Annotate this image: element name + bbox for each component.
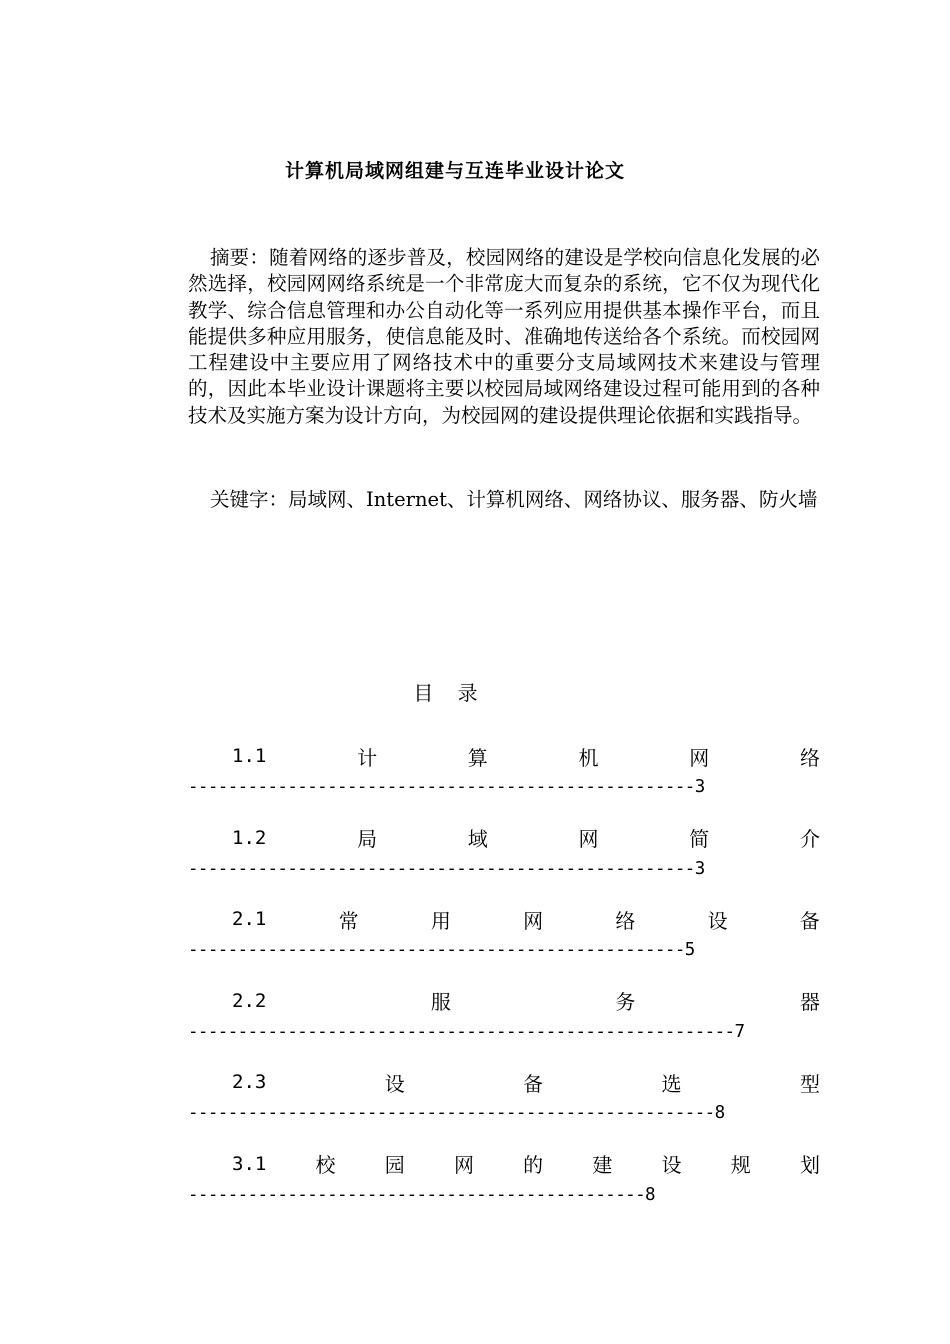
toc-entry-title-char: 划 bbox=[799, 1153, 820, 1177]
table-of-contents bbox=[188, 741, 820, 1230]
toc-entry-title-char: 算 bbox=[467, 745, 488, 770]
toc-entry-title-char: 选 bbox=[661, 1071, 682, 1096]
abstract-text: 随着网络的逐步普及，校园网络的建设是学校向信息化发展的必然选择，校园网网络系统是一个非常庞大而复杂的系统，它不仅为现代化教学、综合信息管理和办公自动化等一系列应用提供基本操作平台，而且能提供多种应用服务，使信息能及时、准确地传送给各个系统。而校园网工程建设中主要应用了网络技术中的重要分支局域网技术来建设与管理的，因此本毕业设计课题将主要以校园局域网络建设过程可能用到的各种技术及实施方案为设计方向，为校园网的建设提供理论依据和实践指导。 bbox=[188, 246, 820, 427]
toc-entry-number: 2.1 bbox=[232, 908, 267, 930]
toc-entry-number: 2.2 bbox=[232, 989, 267, 1012]
toc-entry-title-char: 务 bbox=[615, 990, 636, 1014]
toc-entry-number: 2.3 bbox=[232, 1071, 267, 1093]
toc-entry-title-char: 备 bbox=[523, 1071, 544, 1096]
toc-entry-title-char: 常 bbox=[338, 908, 359, 933]
toc-entry-heading bbox=[188, 986, 820, 1016]
toc-entry-title-char: 备 bbox=[799, 908, 820, 933]
toc-title: 目 录 bbox=[413, 681, 479, 705]
toc-entry-title-char: 器 bbox=[799, 990, 820, 1014]
toc-entry-title-char: 型 bbox=[799, 1071, 820, 1096]
keywords-text: 局域网、Internet、计算机网络、网络协议、服务器、防火墙 bbox=[288, 488, 818, 511]
toc-entry-title-char: 用 bbox=[430, 908, 451, 933]
toc-entry-leader-page: --------------------------------------------------5 bbox=[188, 940, 695, 960]
toc-entry-title-char: 网 bbox=[453, 1153, 474, 1177]
toc-entry-leader-page: -------------------------------------------------------7 bbox=[188, 1021, 745, 1042]
toc-entry-title-char: 域 bbox=[467, 827, 488, 851]
toc-entry-number: 1.1 bbox=[232, 745, 267, 767]
toc-entry-title-char: 络 bbox=[800, 745, 820, 770]
toc-entry-heading bbox=[188, 1149, 820, 1179]
document-title: 计算机局域网组建与互连毕业设计论文 bbox=[284, 160, 625, 182]
toc-entry-title-char: 网 bbox=[689, 745, 710, 770]
toc-entry-number: 1.2 bbox=[232, 826, 267, 849]
toc-entry-leader-page: ---------------------------------------------------3 bbox=[188, 777, 705, 797]
toc-entry-title-char: 网 bbox=[523, 908, 544, 933]
toc-entry[interactable] bbox=[188, 986, 820, 1068]
abstract-label: 摘要： bbox=[210, 246, 270, 269]
toc-entry[interactable] bbox=[188, 1149, 820, 1231]
toc-entry-title-char: 校 bbox=[315, 1153, 336, 1177]
abstract-paragraph bbox=[188, 245, 820, 429]
toc-entry-title-char: 设 bbox=[384, 1071, 405, 1096]
toc-entry-title-char: 机 bbox=[578, 745, 599, 770]
toc-entry[interactable] bbox=[188, 741, 820, 823]
toc-entry-heading bbox=[188, 904, 820, 934]
toc-entry-title-char: 园 bbox=[384, 1153, 405, 1177]
toc-entry-heading bbox=[188, 741, 820, 771]
toc-entry-title-char: 网 bbox=[578, 827, 599, 851]
toc-entry-title-char: 服 bbox=[430, 990, 451, 1014]
toc-entry-title-char: 介 bbox=[800, 827, 820, 851]
toc-entry-title-char: 局 bbox=[357, 827, 378, 851]
toc-entry-title-char: 设 bbox=[661, 1153, 682, 1177]
toc-entry-leader-page: -----------------------------------------------------8 bbox=[188, 1103, 725, 1123]
toc-entry-title-char: 简 bbox=[689, 827, 710, 851]
keywords-label: 关键字： bbox=[210, 488, 289, 511]
toc-entry-title-char: 络 bbox=[615, 908, 636, 933]
toc-entry-heading bbox=[188, 1067, 820, 1097]
toc-entry-heading bbox=[188, 823, 820, 853]
toc-entry[interactable] bbox=[188, 823, 820, 905]
toc-entry-title-char: 设 bbox=[707, 908, 728, 933]
toc-entry-title-char: 的 bbox=[523, 1153, 544, 1177]
toc-entry[interactable] bbox=[188, 1067, 820, 1149]
toc-entry-title-char: 建 bbox=[592, 1153, 613, 1177]
toc-entry-title-char: 规 bbox=[730, 1153, 751, 1177]
toc-entry-number: 3.1 bbox=[232, 1152, 267, 1175]
toc-entry-leader-page: ---------------------------------------------------3 bbox=[188, 858, 705, 879]
toc-entry-leader-page: ----------------------------------------------8 bbox=[188, 1184, 655, 1205]
toc-entry-title-char: 计 bbox=[357, 745, 378, 770]
toc-entry[interactable] bbox=[188, 904, 820, 986]
keywords-paragraph bbox=[188, 487, 820, 513]
